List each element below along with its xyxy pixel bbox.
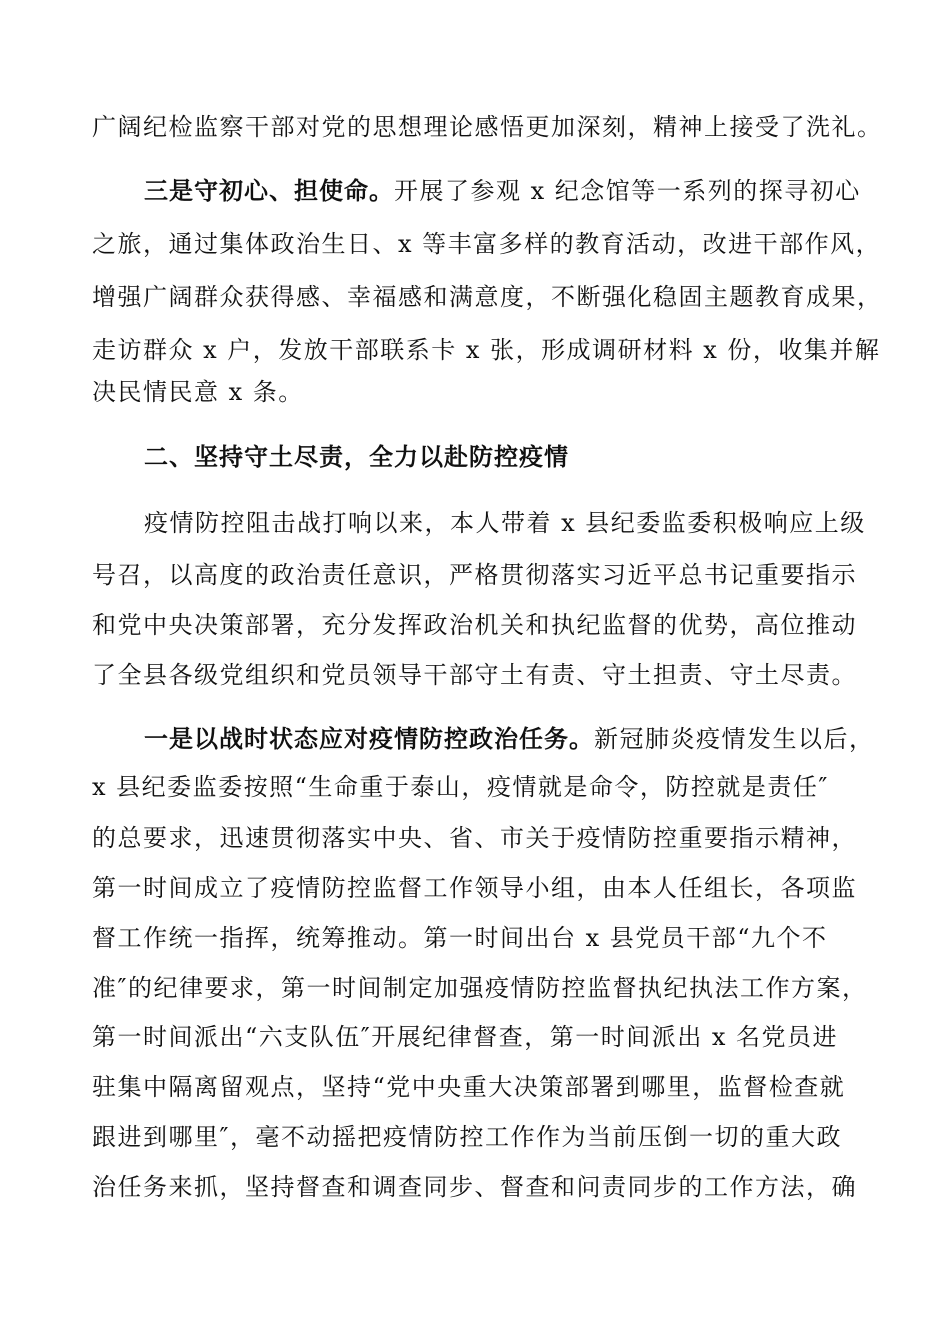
paragraph-line: 广阔纪检监察干部对党的思想理论感悟更加深刻，精神上接受了洗礼。 [92, 113, 883, 141]
paragraph-line [144, 719, 875, 759]
paragraph-lead: 三是守初心、担使命。 [144, 177, 394, 205]
paragraph-line: 驻集中隔离留观点，坚持“党中央重大决策部署到哪里，监督检查就 [92, 1073, 846, 1101]
paragraph-line: 疫情防控阻击战打响以来，本人带着 x 县纪委监委积极响应上级 [144, 509, 866, 537]
section-heading: 二、坚持守土尽责，全力以赴防控疫情 [144, 443, 569, 471]
paragraph-line: 走访群众 x 户，发放干部联系卡 x 张，形成调研材料 x 份，收集并解 [92, 336, 881, 364]
paragraph-line [144, 171, 872, 211]
paragraph-line: 之旅，通过集体政治生日、x 等丰富多样的教育活动，改进干部作风， [92, 230, 882, 258]
paragraph-line: 准″的纪律要求，第一时间制定加强疫情防控监督执纪执法工作方案， [92, 974, 868, 1002]
paragraph-line: x 县纪委监委按照“生命重于泰山，疫情就是命令，防控就是责任″ [92, 773, 829, 801]
paragraph-line: 治任务来抓，坚持督查和调查同步、督查和问责同步的工作方法，确 [92, 1173, 857, 1201]
paragraph-text: 开展了参观 x 纪念馆等一系列的探寻初心 [394, 177, 861, 205]
paragraph-line: 的总要求，迅速贯彻落实中央、省、市关于疫情防控重要指示精神， [92, 824, 857, 852]
paragraph-line: 号召，以高度的政治责任意识，严格贯彻落实习近平总书记重要指示 [92, 561, 857, 589]
paragraph-line: 和党中央决策部署，充分发挥政治机关和执纪监督的优势，高位推动 [92, 611, 857, 639]
paragraph-line: 第一时间派出“六支队伍″开展纪律督查，第一时间派出 x 名党员进 [92, 1023, 839, 1051]
paragraph-line: 决民情民意 x 条。 [92, 378, 304, 406]
paragraph-text: 新冠肺炎疫情发生以后， [594, 725, 875, 753]
paragraph-line: 跟进到哪里″，毫不动摇把疫情防控工作作为当前压倒一切的重大政 [92, 1123, 842, 1151]
paragraph-line: 督工作统一指挥，统筹推动。第一时间出台 x 县党员干部“九个不 [92, 924, 828, 952]
paragraph-lead: 一是以战时状态应对疫情防控政治任务。 [144, 725, 594, 753]
paragraph-line: 增强广阔群众获得感、幸福感和满意度，不断强化稳固主题教育成果， [92, 283, 883, 311]
paragraph-line: 第一时间成立了疫情防控监督工作领导小组，由本人任组长，各项监 [92, 874, 857, 902]
paragraph-line: 了全县各级党组织和党员领导干部守土有责、守土担责、守土尽责。 [92, 661, 857, 689]
